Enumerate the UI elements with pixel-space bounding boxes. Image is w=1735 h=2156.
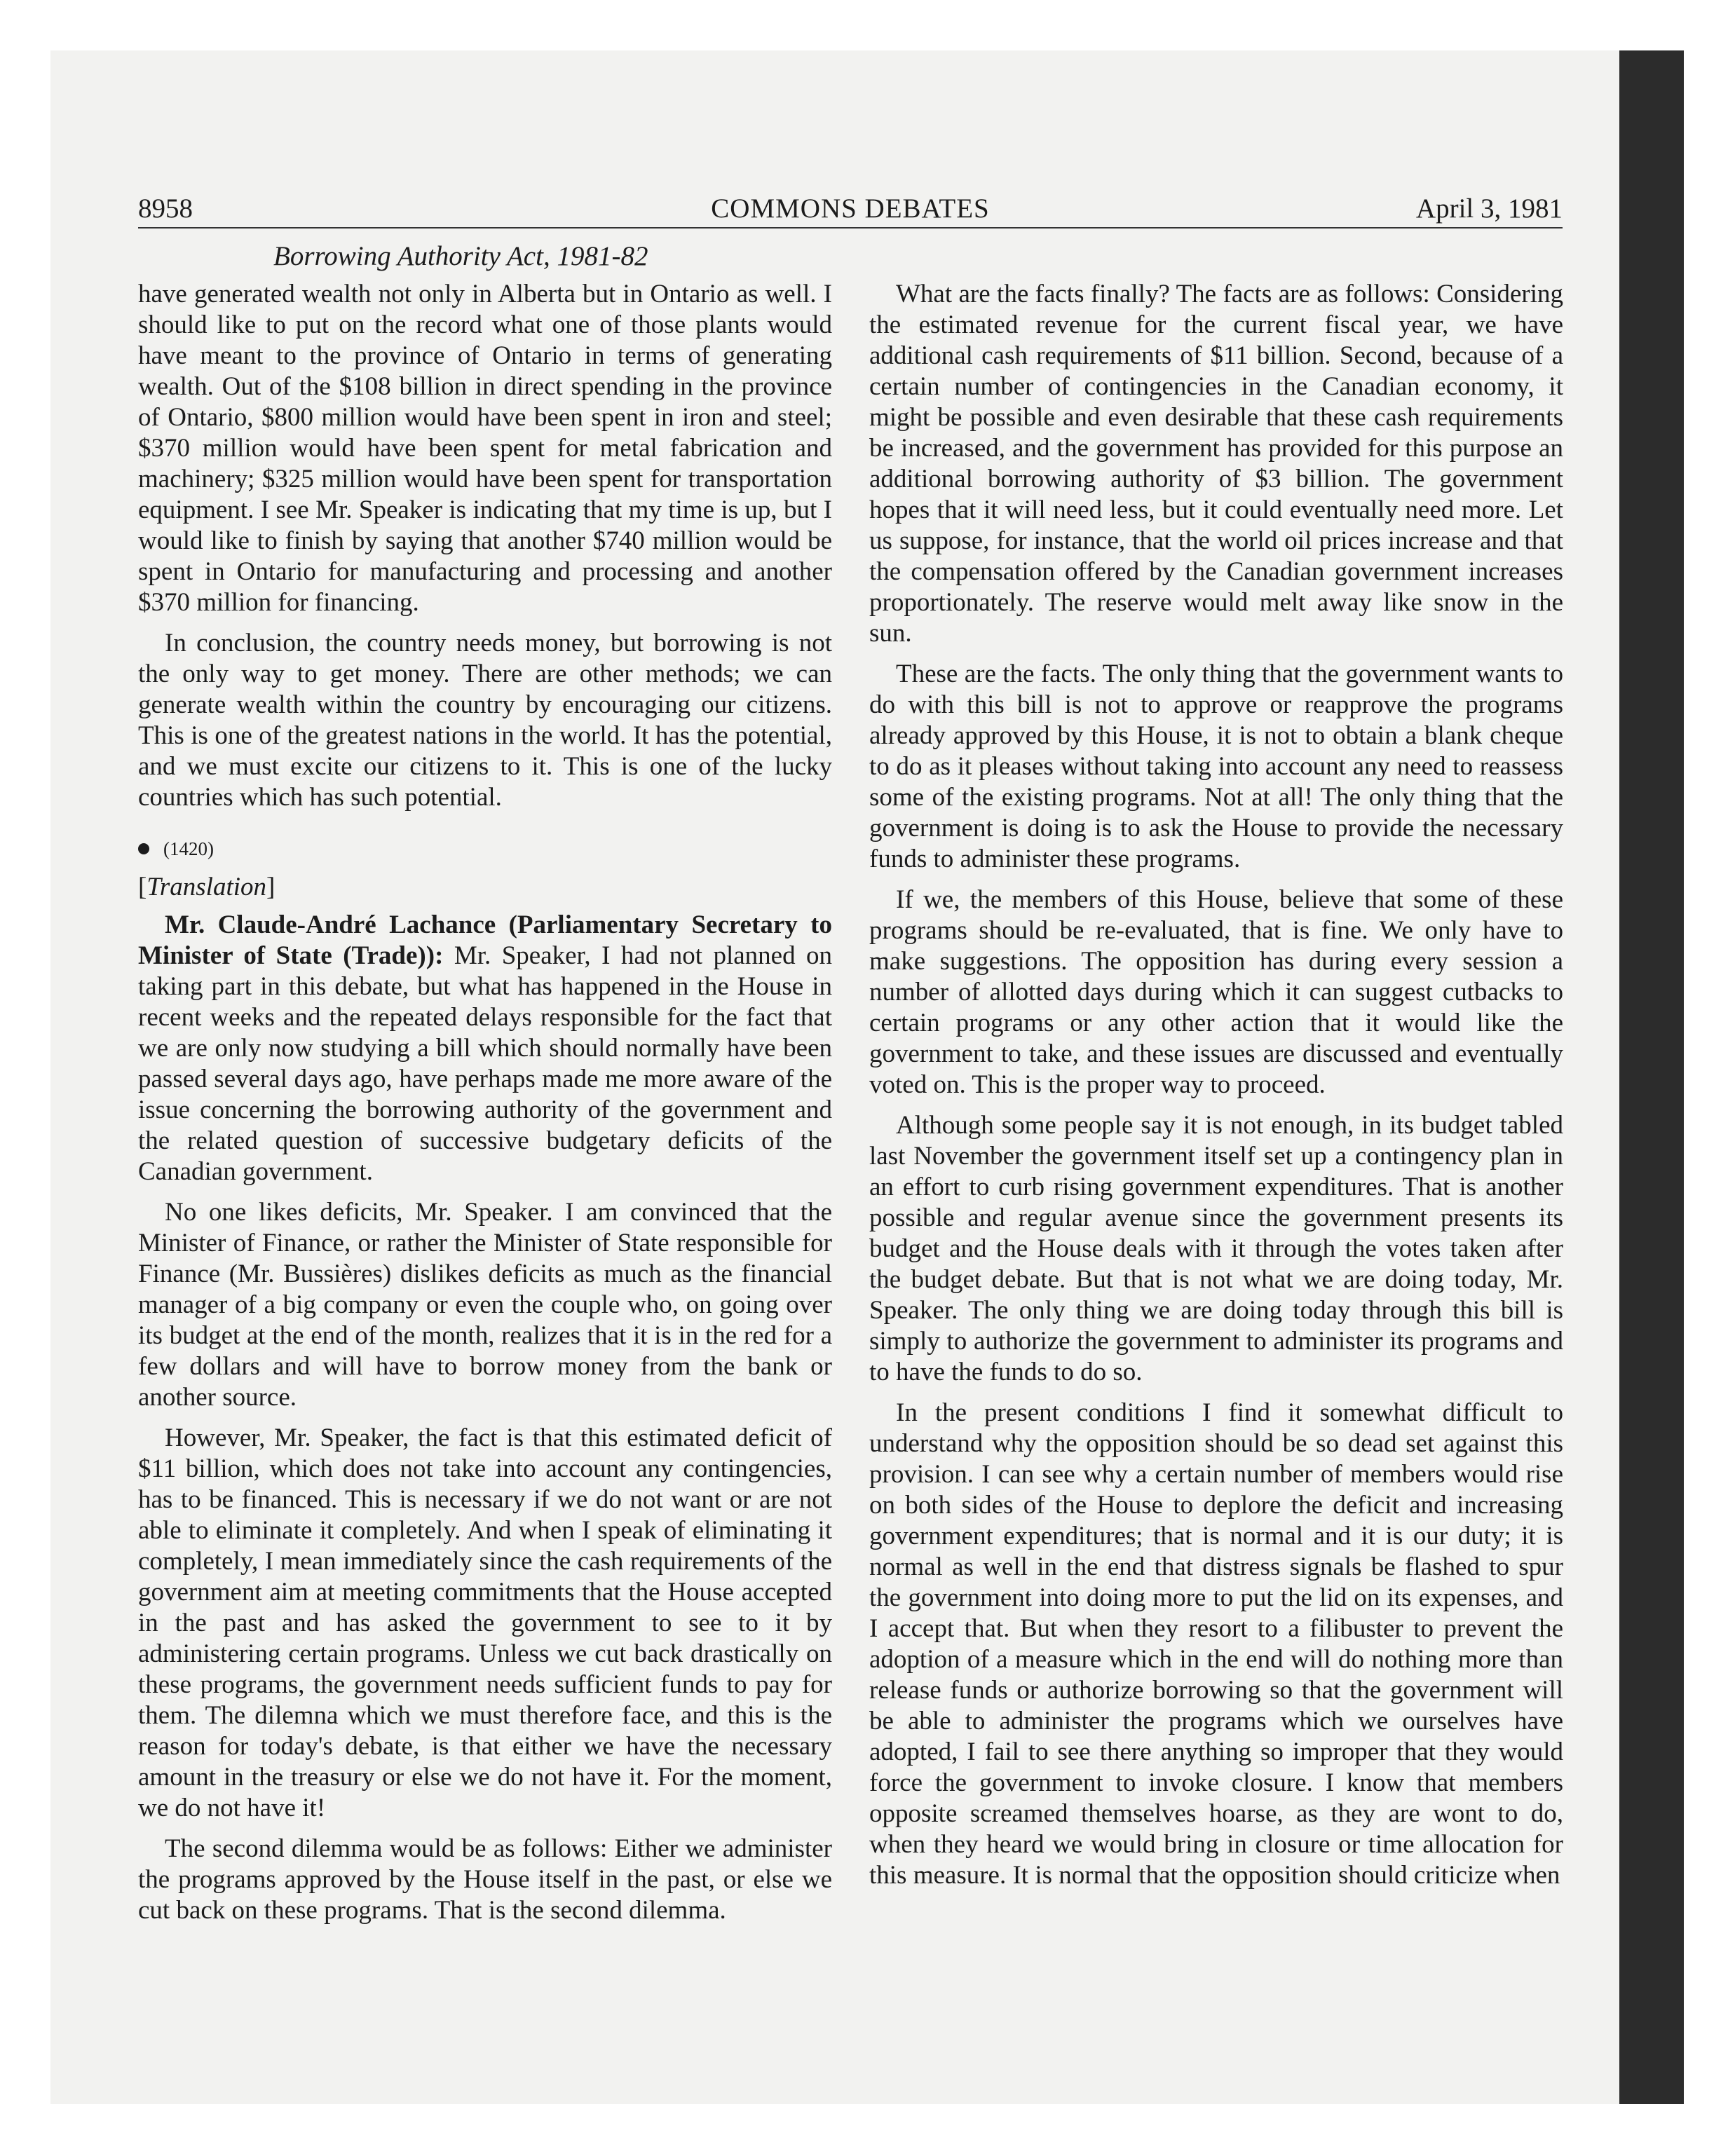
time-marker-text: (1420)	[163, 838, 214, 859]
paragraph: Although some people say it is not enough, in its budget tabled last November the government itself set up a contingency plan in an effort to curb rising government expenditures. That is another possible and regular avenue since the government presents its budget and the House deals with it through the votes taken after the budget debate. But that is not what we are doing today, Mr. Speaker. The only thing we are doing today through this bill is simply to authorize the government to administer its programs and to have the funds to do so.	[869, 1111, 1563, 1386]
paragraph: These are the facts. The only thing that the government wants to do with this bill is not to approve or reapprove the programs already approved by this House, it is not to obtain a blank cheque to do as it pleases without taking into account any need to reassess some of the existing programs. Not at all! The only thing that the government is doing is to ask the House to provide the necessary funds to administer these programs.	[869, 660, 1563, 873]
paragraph: have generated wealth not only in Alberta but in Ontario as well. I should like to put on the record what one of those plants would have meant to the province of Ontario in terms of generating wealth. Out of the $108 billion in direct spending in the province of Ontario, $800 million would have been spent in iron and steel; $370 million would have been spent for metal fabrication and machinery; $325 million would have been spent for transportation equipment. I see Mr. Speaker is indicating that my time is up, but I would like to finish by saying that another $740 million would be spent in Ontario for manufacturing and processing and another $370 million for financing.	[138, 280, 832, 617]
paragraph: What are the facts finally? The facts are as follows: Considering the estimated revenue for the current fiscal year, we have additional cash requirements of $11 billion. Second, because of a certain number of contingencies in the Canadian economy, it might be possible and even desirable that these cash requirements be increased, and the government has provided for this purpose an additional borrowing authority of $3 billion. The government hopes that it will need less, but it could eventually need more. Let us suppose, for instance, that the world oil prices increase and that the compensation offered by the Canadian government increases proportionately. The reserve would melt away like snow in the sun.	[869, 280, 1563, 648]
paragraph: The second dilemma would be as follows: Either we administer the programs approved by the House itself in the past, or else we cut back on these programs. That is the second dilemma.	[138, 1834, 832, 1925]
time-marker	[138, 837, 832, 861]
right-column	[869, 279, 1563, 1901]
speaker-paragraph	[138, 910, 832, 1187]
paragraph: In conclusion, the country needs money, but borrowing is not the only way to get money. There are other methods; we can generate wealth within the country by encouraging our citizens. This is one of the greatest nations in the world. It has the potential, and we must excite our citizens to it. This is one of the lucky countries which has such potential.	[138, 629, 832, 812]
paragraph: If we, the members of this House, believe that some of these programs should be re-evaluated, that is fine. We only have to make suggestions. The opposition has during every session a number of allotted days during which it can suggest cutbacks to certain programs or any other action that it would like the government to take, and these issues are discussed and eventually voted on. This is the proper way to proceed.	[869, 885, 1563, 1099]
page-header	[138, 193, 1563, 228]
paragraph: No one likes deficits, Mr. Speaker. I am convinced that the Minister of Finance, or rather the Minister of State responsible for Finance (Mr. Bussières) dislikes deficits as much as the financial manager of a big company or even the couple who, on going over its budget at the end of the month, realizes that it is in the red for a few dollars and will have to borrow money from the bank or another source.	[138, 1198, 832, 1412]
running-head: Borrowing Authority Act, 1981-82	[273, 241, 648, 271]
speaker-name: Mr. Claude-André Lachance (Parliamentary Secretary to Minister of State (Trade)):	[138, 910, 832, 970]
page-number: 8958	[138, 193, 193, 224]
page-date: April 3, 1981	[1415, 193, 1563, 224]
paragraph: However, Mr. Speaker, the fact is that this estimated deficit of $11 billion, which does not take into account any contingencies, has to be financed. This is necessary if we do not want or are not able to eliminate it completely. And when I speak of eliminating it completely, I mean immediately since the cash requirements of the government aim at meeting commitments that the House accepted in the past and has asked the government to see to it by administering certain programs. Unless we cut back drastically on these programs, the government needs sufficient funds to pay for them. The dilemna which we must therefore face, and this is the reason for today's debate, is that either we have the necessary amount in the treasury or else we do not have it. For the moment, we do not have it!	[138, 1424, 832, 1822]
translation-label: [Translation]	[138, 873, 275, 901]
publication-title: COMMONS DEBATES	[711, 193, 990, 224]
scan-edge-bar	[1619, 50, 1684, 2104]
paragraph: In the present conditions I find it somewhat difficult to understand why the opposition should be so dead set against this provision. I can see why a certain number of members would rise on both sides of the House to deplore the deficit and increasing government expenditures; that is normal and it is our duty; it is normal as well in the end that distress signals be flashed to spur the government into doing more to put the lid on its expenses, and I accept that. But when they resort to a filibuster to prevent the adoption of a measure which in the end will do nothing more than release funds or authorize borrowing so that the government will be able to administer the programs which we ourselves have adopted, I fail to see there anything so improper that they would force the government to invoke closure. I know that members opposite screamed themselves hoarse, as they are wont to do, when they heard we would bring in closure or time allocation for this measure. It is normal that the opposition should criticize when	[869, 1398, 1563, 1890]
speech-text: Mr. Speaker, I had not planned on taking part in this debate, but what has happened in the House in recent weeks and the repeated delays responsible for the fact that we are only now studying a bill which should normally have been passed several days ago, have perhaps made me more aware of the issue concerning the borrowing authority of the government and the related question of successive budgetary deficits of the Canadian government.	[138, 941, 833, 1186]
bullet-icon	[138, 843, 149, 854]
left-column	[138, 279, 832, 1936]
